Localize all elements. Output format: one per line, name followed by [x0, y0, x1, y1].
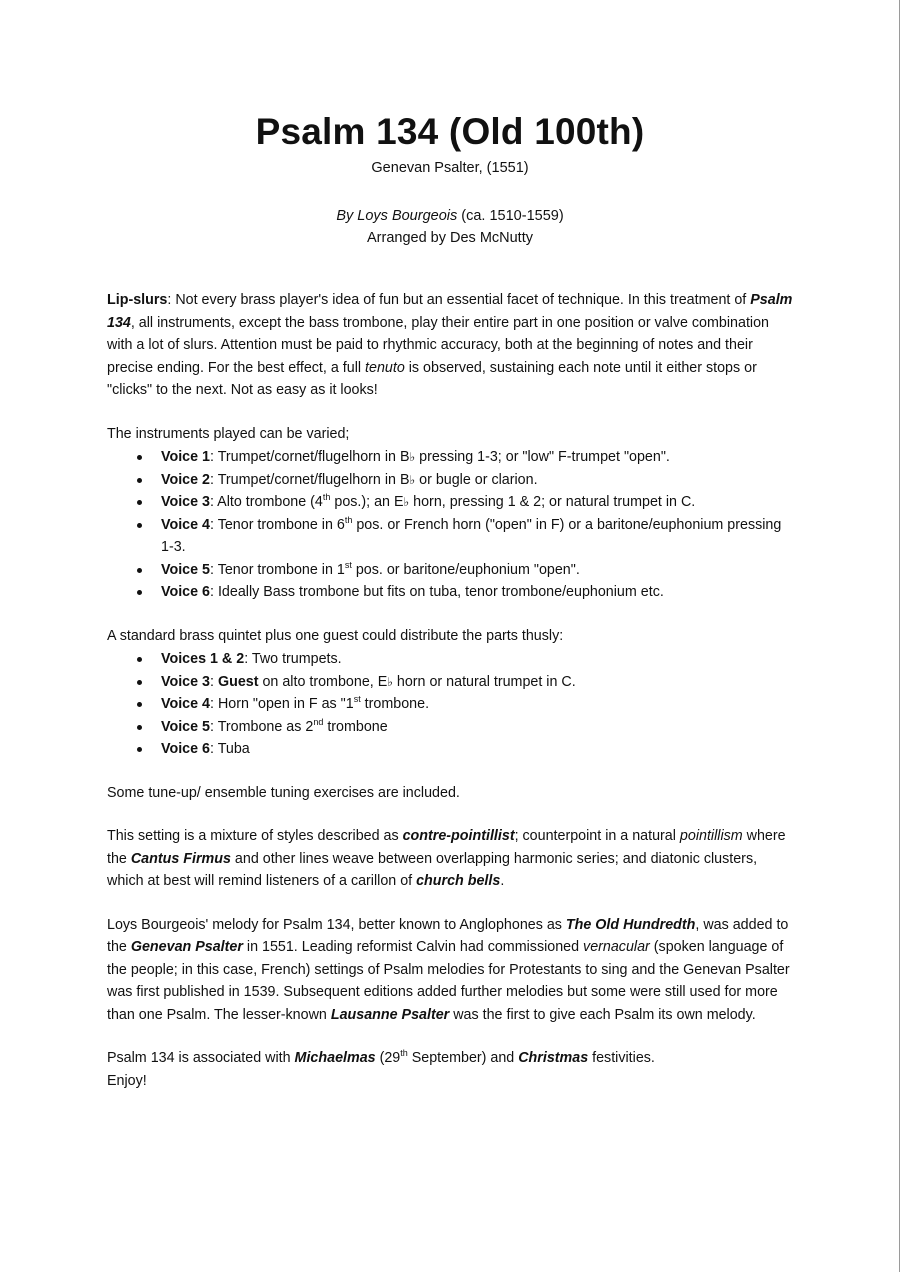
- flat-icon: ♭: [387, 674, 393, 689]
- setting-paragraph: This setting is a mixture of styles described as contre-pointillist; counterpoint in a natural pointillism where the Cantus Firmus and other lines weave between overlapping harmonic series; and diatonic clusters, which at best will remind listeners of a carillon of church bells.: [107, 828, 786, 889]
- list-item: Voice 5: Tenor trombone in 1st pos. or baritone/euphonium "open".: [161, 559, 797, 582]
- flat-icon: ♭: [409, 450, 416, 464]
- list-item: Voice 5: Trombone as 2nd trombone: [161, 716, 797, 739]
- page-subtitle: Genevan Psalter, (1551): [371, 160, 529, 176]
- quintet-list: [107, 648, 797, 761]
- list-item: Voice 3: Guest on alto trombone, E♭ horn or natural trumpet in C.: [161, 671, 797, 694]
- tuning-paragraph: Some tune-up/ ensemble tuning exercises are included.: [107, 784, 460, 801]
- list-item: Voice 6: Tuba: [161, 738, 797, 761]
- list-item: Voice 4: Tenor trombone in 6th pos. or French horn ("open" in F) or a baritone/euphonium pressing 1-3.: [161, 514, 797, 559]
- intro-paragraph: Lip-slurs: Not every brass player's idea of fun but an essential facet of technique. In this treatment of Psalm 134, all instruments, except the bass trombone, play their entire part in one position or valve combination with a lot of slurs. Attention must be paid to rhythmic accuracy, both at the beginning of notes and their precise ending. For the best effect, a full tenuto is observed, sustaining each note until it either stops or "clicks" to the next. Not as easy as it looks!: [107, 292, 793, 398]
- composer: By Loys Bourgeois (ca. 1510-1559): [336, 208, 564, 224]
- history-paragraph: Loys Bourgeois' melody for Psalm 134, better known to Anglophones as The Old Hundredth, was added to the Genevan Psalter in 1551. Leading reformist Calvin had commissioned vernacular (spoken language of the people; in this case, French) settings of Psalm melodies for Protestants to sing and the Genevan Psalter was first published in 1539. Subsequent editions added further melodies but some were still used for more than one Psalm. The lesser-known Lausanne Psalter was the first to give each Psalm its own melody.: [107, 916, 790, 1023]
- flat-icon: ♭: [403, 495, 410, 509]
- instruments-list: [107, 446, 797, 604]
- flat-icon: ♭: [409, 472, 416, 487]
- list-item: Voices 1 & 2: Two trumpets.: [161, 648, 797, 671]
- arranger: Arranged by Des McNutty: [366, 230, 533, 246]
- list-item: Voice 6: Ideally Bass trombone but fits on tuba, tenor trombone/euphonium etc.: [161, 581, 797, 604]
- instruments-heading: The instruments played can be varied;: [107, 425, 350, 442]
- closing-enjoy: Enjoy!: [107, 1072, 147, 1089]
- quintet-heading: A standard brass quintet plus one guest could distribute the parts thusly:: [107, 627, 564, 644]
- byline: [0, 205, 900, 249]
- list-item: Voice 2: Trumpet/cornet/flugelhorn in B♭ or bugle or clarion.: [161, 469, 797, 492]
- list-item: Voice 3: Alto trombone (4th pos.); an E♭ horn, pressing 1 & 2; or natural trumpet in C.: [161, 491, 797, 514]
- document-body: [107, 289, 797, 1113]
- page-title: Psalm 134 (Old 100th): [255, 111, 645, 152]
- list-item: Voice 1: Trumpet/cornet/flugelhorn in B♭ pressing 1-3; or "low" F-trumpet "open".: [161, 446, 797, 469]
- closing-paragraph: Psalm 134 is associated with Michaelmas (29th September) and Christmas festivities. Enjoy!: [107, 1048, 655, 1089]
- list-item: Voice 4: Horn "open in F as "1st trombone.: [161, 693, 797, 716]
